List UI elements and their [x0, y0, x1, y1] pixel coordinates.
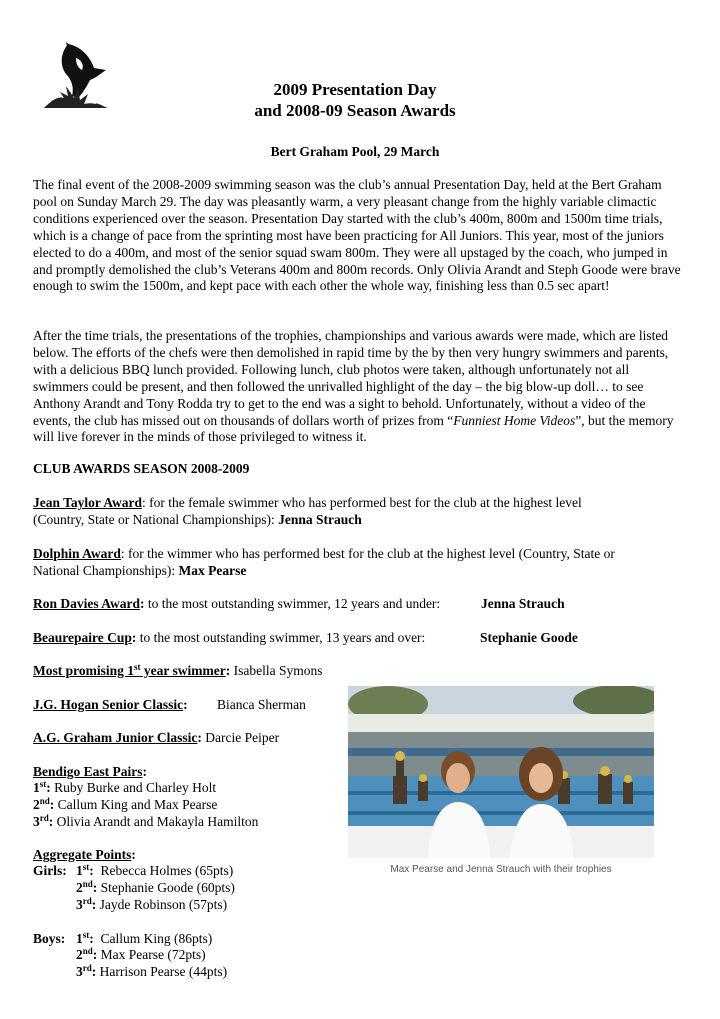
ron-davies-award: Ron Davies Award: to the most outstanding swimmer, 12 years and under: [33, 596, 441, 611]
pairs-place-3: 3rd: Olivia Arandt and Makayla Hamilton [33, 813, 259, 829]
hogan-senior-classic: J.G. Hogan Senior Classic: [33, 697, 188, 712]
beaurepaire-winner: Stephanie Goode [480, 630, 578, 645]
girls-place-2: 2nd: Stephanie Goode (60pts) [76, 879, 235, 895]
show-title: Funniest Home Videos [453, 412, 576, 428]
intro-paragraph-2: After the time trials, the presentations of the trophies, championships and various awards were made, which are listed below. The efforts of the chefs were then demolished in rapid time by the by then very hungry swimmers and parents, with a delicious BBQ lunch provided. Following lunch, club photos were taken, although unfortunately not all swimmers could be present, and then followed the unrivalled highlight of the day – the big blow-up doll… to see Anthony Arandt and Tony Rodda try to get to the end was a sight to behold. Unfortunately, without a video of the events, the club has missed out on thousands of dollars worth of prizes from “Funniest Home Videos”, but the memory will live forever in the minds of those privileged to witness it. [33, 328, 674, 445]
page-title-line2: and 2008-09 Season Awards [254, 101, 456, 120]
pairs-place-1: 1st: Ruby Burke and Charley Holt [33, 779, 217, 795]
girls-label: Girls: [33, 863, 67, 878]
pairs-place-2: 2nd: Callum King and Max Pearse [33, 796, 218, 812]
ron-davies-winner: Jenna Strauch [481, 596, 565, 611]
jean-taylor-award-line2: (Country, State or National Championships): Jenna Strauch [33, 512, 362, 527]
aggregate-heading: Aggregate Points: [33, 847, 136, 862]
boys-place-1: 1st: Callum King (86pts) [76, 930, 213, 946]
page-subtitle: Bert Graham Pool, 29 March [270, 144, 440, 159]
jean-taylor-award: Jean Taylor Award: for the female swimmer who has performed best for the club at the highest level [33, 495, 582, 510]
hogan-winner: Bianca Sherman [217, 697, 306, 712]
orca-whale-logo-icon [38, 40, 114, 112]
pairs-heading: Bendigo East Pairs: [33, 764, 148, 779]
boys-place-3: 3rd: Harrison Pearse (44pts) [76, 963, 228, 979]
graham-junior-classic: A.G. Graham Junior Classic: Darcie Peiper [33, 730, 280, 745]
trophy-photo-illustration [348, 686, 654, 858]
photo-caption: Max Pearse and Jenna Strauch with their trophies [390, 864, 612, 875]
beaurepaire-cup: Beaurepaire Cup: to the most outstanding swimmer, 13 years and over: [33, 630, 426, 645]
boys-label: Boys: [33, 931, 66, 946]
awards-heading: CLUB AWARDS SEASON 2008-2009 [33, 461, 250, 476]
girls-place-3: 3rd: Jayde Robinson (57pts) [76, 896, 228, 912]
intro-paragraph-1: The final event of the 2008-2009 swimming season was the club’s annual Presentation Day, held at the Bert Graham pool on Sunday March 29. The day was pleasantly warm, a very pleasant change from the highly variable climactic conditions experienced over the season. Presentation Day started with the club’s 400m, 800m and 1500m time trials, which is a change of pace from the sprinting most have been practicing for All Juniors. This year, most of the juniors elected to do a 400m, and most of the senior squad swam 800m. They were all upstaged by the coach, who jumped in and promptly demolished the club’s Veterans 400m and 800m records. Only Olivia Arandt and Steph Goode were brave enough to swim the 1500m, and kept pace with each other the whole way, finishing less than 0.5 sec apart! [33, 177, 681, 294]
most-promising-award: Most promising 1st year swimmer: Isabella Symons [33, 662, 323, 678]
dolphin-award: Dolphin Award: for the wimmer who has performed best for the club at the highest level (Country, State or [33, 546, 615, 561]
trophy-photo [348, 686, 654, 858]
girls-place-1: 1st: Rebecca Holmes (65pts) [76, 862, 234, 878]
dolphin-award-line2: National Championships): Max Pearse [33, 563, 247, 578]
page-title: 2009 Presentation Day [273, 80, 437, 99]
boys-place-2: 2nd: Max Pearse (72pts) [76, 946, 206, 962]
